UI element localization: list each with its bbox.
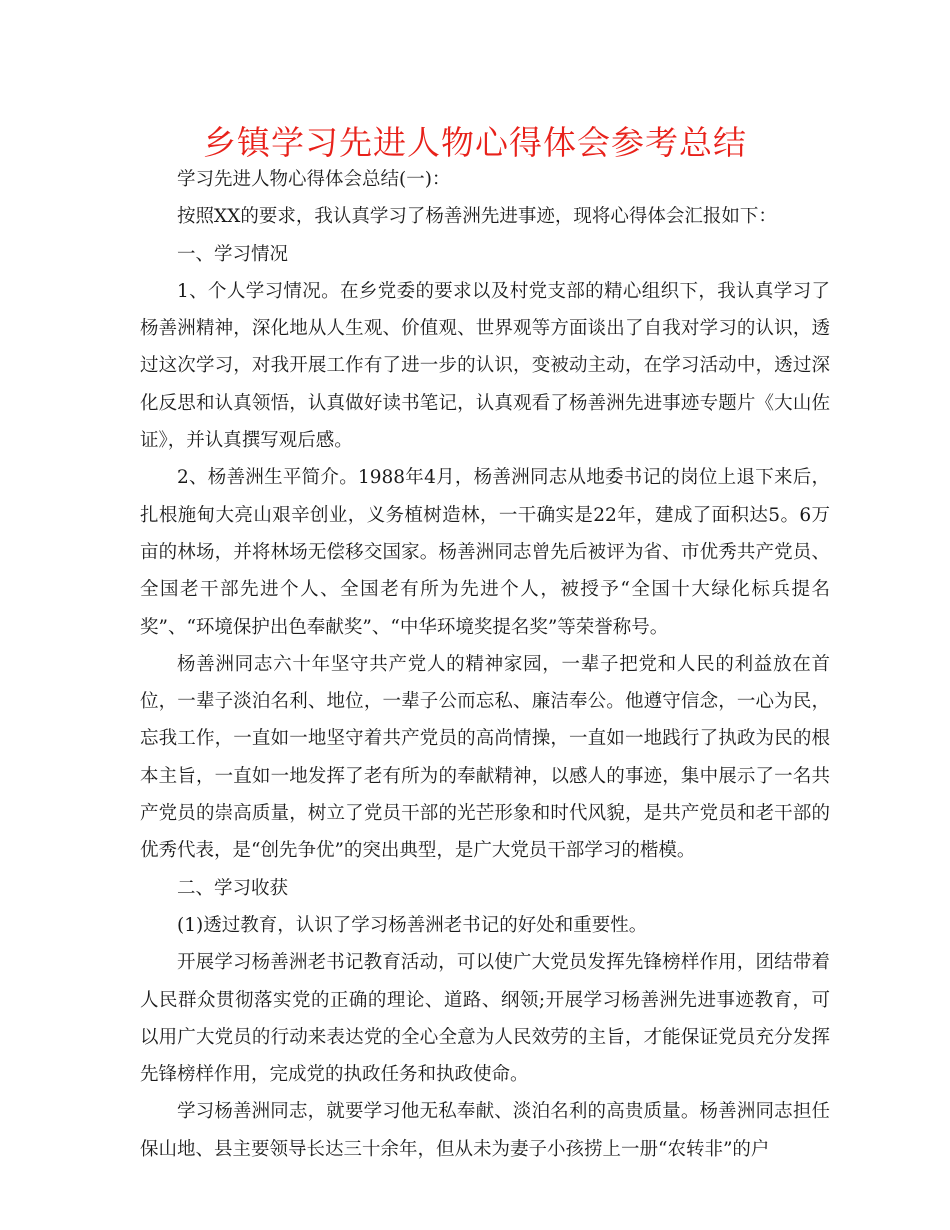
paragraph: 学习杨善洲同志，就要学习他无私奉献、淡泊名利的高贵质量。杨善洲同志担任保山地、县主要领导长达三十余年，但从未为妻子小孩捞上一册“农转非”的户 — [140, 1101, 830, 1160]
section-heading: 一、学习情况 — [177, 243, 289, 265]
paragraph: (1)透过教育，认识了学习杨善洲老书记的好处和重要性。 — [177, 914, 648, 936]
paragraph: 1、个人学习情况。在乡党委的要求以及村党支部的精心组织下，我认真学习了杨善洲精神，深化地从人生观、价值观、世界观等方面谈出了自我对学习的认识，透过这次学习，对我开展工作有了进一步的认识，变被动主动，在学习活动中，透过深化反思和认真领悟，认真做好读书笔记，认真观看了杨善洲先进事迹专题片《大山佐证》，并认真撰写观后感。 — [140, 280, 830, 452]
document-body — [140, 161, 830, 1168]
paragraph: 2、杨善洲生平简介。1988年4月，杨善洲同志从地委书记的岗位上退下来后，扎根施甸大亮山艰辛创业，义务植树造林，一干确实是22年，建成了面积达5。6万亩的林场，并将林场无偿移交国家。杨善洲同志曾先后被评为省、市优秀共产党员、全国老干部先进个人、全国老有所为先进个人，被授予“全国十大绿化标兵提名奖”、“环境保护出色奉献奖”、“中华环境奖提名奖”等荣誉称号。 — [140, 467, 830, 638]
paragraph: 按照XX的要求，我认真学习了杨善洲先进事迹，现将心得体会汇报如下： — [177, 206, 777, 228]
section-heading: 二、学习收获 — [177, 877, 289, 899]
paragraph: 学习先进人物心得体会总结(一)： — [177, 169, 451, 190]
paragraph: 开展学习杨善洲老书记教育活动，可以使广大党员发挥先锋榜样作用，团结带着人民群众贯彻落实党的正确的理论、道路、纲领;开展学习杨善洲先进事迹教育，可以用广大党员的行动来表达党的全心全意为人民效劳的主旨，才能保证党员充分发挥先锋榜样作用，完成党的执政任务和执政使命。 — [140, 952, 830, 1086]
paragraph: 杨善洲同志六十年坚守共产党人的精神家园，一辈子把党和人民的利益放在首位，一辈子淡泊名利、地位，一辈子公而忘私、廉洁奉公。他遵守信念，一心为民，忘我工作，一直如一地坚守着共产党员的高尚情操，一直如一地践行了执政为民的根本主旨，一直如一地发挥了老有所为的奉献精神，以感人的事迹，集中展示了一名共产党员的崇高质量，树立了党员干部的光芒形象和时代风貌，是共产党员和老干部的优秀代表，是“创先争优”的突出典型，是广大党员干部学习的楷模。 — [140, 653, 830, 862]
document-title: 乡镇学习先进人物心得体会参考总结 — [203, 123, 747, 162]
